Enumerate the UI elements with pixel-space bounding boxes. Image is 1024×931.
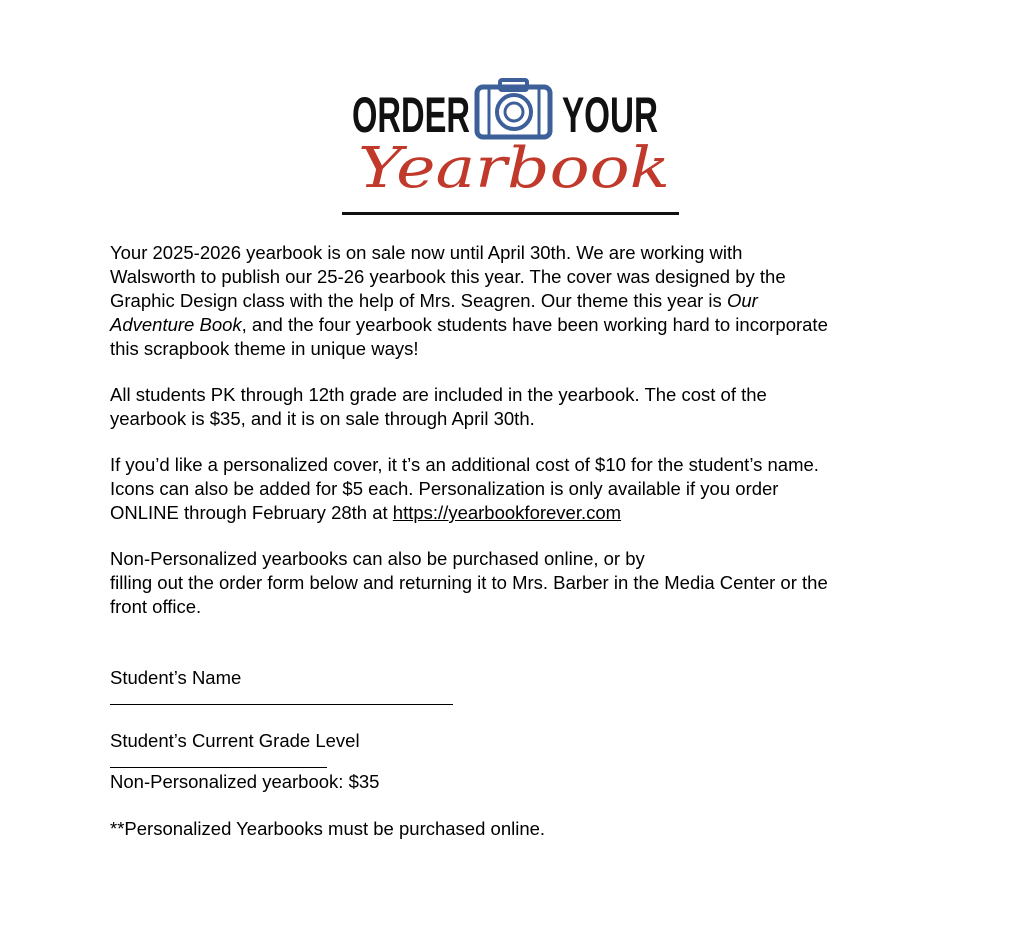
student-name-blank[interactable] (110, 690, 453, 705)
camera-icon (477, 80, 550, 137)
grade-level-label: Student’s Current Grade Level (110, 730, 360, 751)
letter-body (110, 241, 910, 619)
intro-line: Walsworth to publish our 25-26 yearbook this year. The cover was designed by the (110, 266, 786, 287)
yearbookforever-link[interactable]: https://yearbookforever.com (392, 502, 622, 523)
purchase-line: Non-Personalized yearbooks can also be purchased online, or by (110, 548, 645, 569)
theme-title-part1: Our (726, 290, 758, 311)
personalize-line: Icons can also be added for $5 each. Personalization is only available if you order (110, 478, 779, 499)
order-your-yearbook-logo (340, 75, 685, 210)
personalize-line: If you’d like a personalized cover, it t’s an additional cost of $10 for the student’s name. (110, 454, 819, 475)
logo-word-your: YOUR (562, 87, 658, 143)
price-line: Non-Personalized yearbook: $35 (110, 771, 380, 792)
theme-title-part2: Adventure Book (110, 314, 242, 335)
intro-line (110, 289, 910, 313)
logo-script-yearbook: Yearbook (358, 136, 670, 201)
personalized-note: **Personalized Yearbooks must be purchased online. (110, 818, 546, 839)
order-form (110, 666, 910, 841)
intro-line-text: Graphic Design class with the help of Mrs. Seagren. Our theme this year is (110, 290, 727, 311)
intro-line: Your 2025-2026 yearbook is on sale now until April 30th. We are working with (110, 242, 743, 263)
grade-level-blank[interactable] (110, 753, 327, 768)
student-name-label: Student’s Name (110, 667, 242, 688)
logo-divider (342, 212, 679, 215)
cost-line: yearbook is $35, and it is on sale through April 30th. (110, 408, 535, 429)
cost-line: All students PK through 12th grade are included in the yearbook. The cost of the (110, 384, 767, 405)
intro-line (110, 313, 910, 337)
intro-line: this scrapbook theme in unique ways! (110, 338, 419, 359)
intro-line-text: , and the four yearbook students have been working hard to incorporate (241, 314, 828, 335)
personalize-line (110, 501, 910, 525)
purchase-line: front office. (110, 596, 202, 617)
personalize-line-text: ONLINE through February 28th at (110, 502, 393, 523)
purchase-line: filling out the order form below and returning it to Mrs. Barber in the Media Center or the (110, 572, 828, 593)
logo-word-order: ORDER (352, 87, 470, 143)
